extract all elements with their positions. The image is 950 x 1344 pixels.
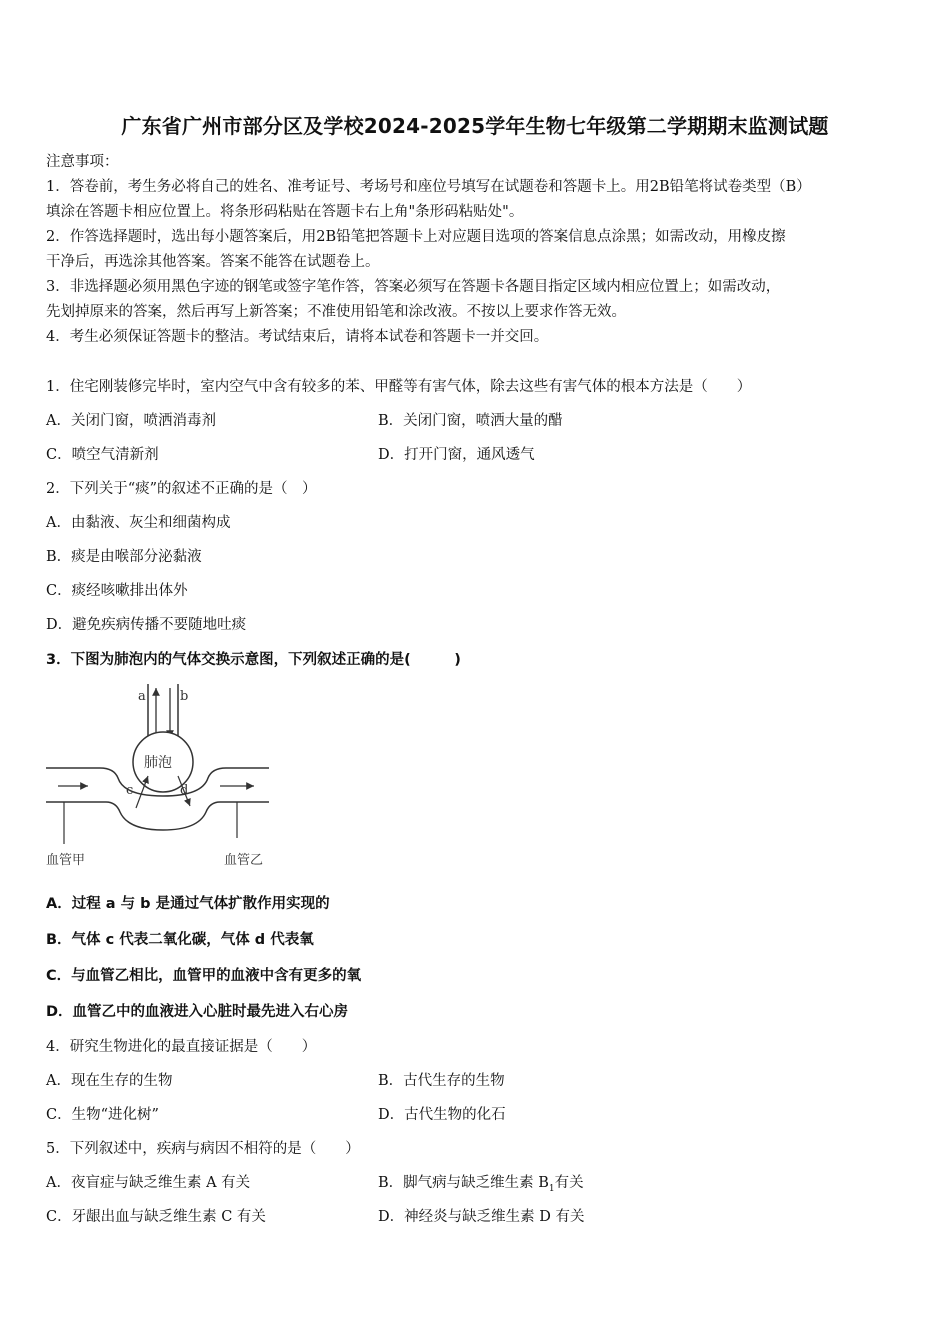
q5-option-b — [378, 1171, 584, 1194]
q2-stem: 2．下列关于“痰”的叙述不正确的是（ ） — [46, 481, 317, 497]
vessel-a-label: 血管甲 — [46, 853, 86, 868]
q5-option-c: C．牙龈出血与缺乏维生素 C 有关 — [46, 1209, 266, 1225]
q2-option-a: A．由黏液、灰尘和细菌构成 — [46, 515, 231, 531]
q1-option-b: B．关闭门窗，喷洒大量的醋 — [378, 413, 563, 429]
notice-heading: 注意事项： — [46, 154, 119, 170]
notice-item: 1．答卷前，考生务必将自己的姓名、准考证号、考场号和座位号填写在试题卷和答题卡上。用2B铅笔将试卷类型（B） — [46, 179, 811, 195]
q5-option-b-suffix: 有关 — [554, 1175, 584, 1191]
q5-option-b-text: B．脚气病与缺乏维生素 B — [378, 1175, 549, 1191]
q3-option-d: D．血管乙中的血液进入心脏时最先进入右心房 — [46, 1004, 349, 1020]
q3-option-c: C．与血管乙相比，血管甲的血液中含有更多的氧 — [46, 968, 362, 984]
label-c: c — [126, 783, 134, 798]
label-d: d — [180, 783, 189, 798]
notice-item: 填涂在答题卡相应位置上。将条形码粘贴在答题卡右上角"条形码粘贴处"。 — [46, 204, 524, 220]
notice-item: 2．作答选择题时，选出每小题答案后，用2B铅笔把答题卡上对应题目选项的答案信息点涂黑；如需改动，用橡皮擦 — [46, 229, 786, 245]
notice-item: 3．非选择题必须用黑色字迹的钢笔或签字笔作答，答案必须写在答题卡各题目指定区域内相应位置上；如需改动， — [46, 279, 781, 295]
q5-stem: 5．下列叙述中，疾病与病因不相符的是（ ） — [46, 1141, 360, 1157]
q1-stem: 1．住宅刚装修完毕时，室内空气中含有较多的苯、甲醛等有害气体，除去这些有害气体的根本方法是（ ） — [46, 379, 752, 395]
label-a: a — [138, 689, 146, 704]
q4-option-c: C．生物“进化树” — [46, 1107, 159, 1123]
vessel-b-label: 血管乙 — [224, 853, 264, 868]
q3-option-a: A．过程 a 与 b 是通过气体扩散作用实现的 — [46, 896, 330, 912]
q5-option-b-subscript: 1 — [548, 1183, 555, 1194]
q2-option-d: D．避免疾病传播不要随地吐痰 — [46, 617, 247, 633]
q4-option-d: D．古代生物的化石 — [378, 1107, 506, 1123]
notice-item: 干净后，再选涂其他答案。答案不能答在试题卷上。 — [46, 254, 380, 270]
q5-option-d: D．神经炎与缺乏维生素 D 有关 — [378, 1209, 585, 1225]
q1-option-c: C．喷空气清新剂 — [46, 447, 159, 463]
q4-option-a: A．现在生存的生物 — [46, 1073, 173, 1089]
notice-item: 先划掉原来的答案，然后再写上新答案；不准使用铅笔和涂改液。不按以上要求作答无效。 — [46, 304, 626, 320]
q1-option-a: A．关闭门窗，喷洒消毒剂 — [46, 413, 216, 429]
notice-item: 4．考生必须保证答题卡的整洁。考试结束后，请将本试卷和答题卡一并交回。 — [46, 329, 549, 345]
q2-option-b: B．痰是由喉部分泌黏液 — [46, 549, 202, 565]
q2-option-c: C．痰经咳嗽排出体外 — [46, 583, 188, 599]
page-title: 广东省广州市部分区及学校2024-2025学年生物七年级第二学期期末监测试题 — [121, 114, 829, 138]
q3-stem: 3．下图为肺泡内的气体交换示意图，下列叙述正确的是( ) — [46, 652, 461, 668]
q5-option-a: A．夜盲症与缺乏维生素 A 有关 — [46, 1175, 251, 1191]
q1-option-d: D．打开门窗，通风透气 — [378, 447, 535, 463]
q4-stem: 4．研究生物进化的最直接证据是（ ） — [46, 1039, 317, 1055]
alveolus-gas-exchange-diagram — [44, 678, 279, 873]
alveolus-label: 肺泡 — [144, 755, 172, 771]
vessel-lower-wall — [46, 802, 269, 830]
q3-option-b: B．气体 c 代表二氧化碳，气体 d 代表氧 — [46, 932, 314, 948]
label-b: b — [180, 689, 189, 704]
notice-section — [46, 150, 906, 350]
q4-option-b: B．古代生存的生物 — [378, 1073, 505, 1089]
